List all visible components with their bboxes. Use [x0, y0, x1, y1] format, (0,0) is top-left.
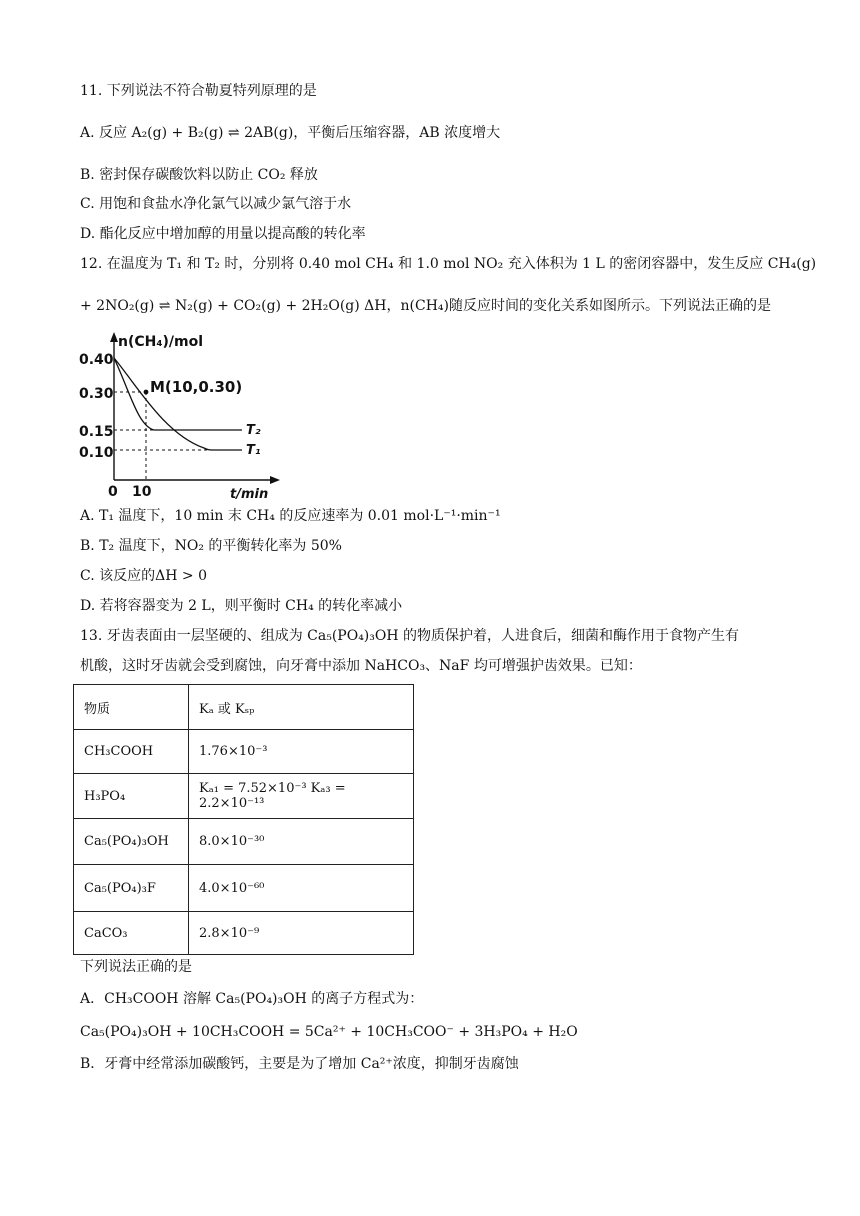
table-row: [74, 730, 414, 774]
q13-equation: Ca₅(PO₄)₃OH + 10CH₃COOH = 5Ca²⁺ + 10CH₃COO⁻ + 3H₃PO₄ + H₂O: [80, 1024, 578, 1040]
q11-stem: 11. 下列说法不符合勒夏特列原理的是: [80, 83, 317, 99]
ytick-010: 0.10: [79, 445, 114, 461]
table-header: 物质: [74, 685, 189, 730]
table-row: [74, 912, 414, 955]
table-cell: 8.0×10⁻³⁰: [189, 819, 414, 865]
table-cell: Kₐ₁ = 7.52×10⁻³ Kₐ₃ = 2.2×10⁻¹³: [189, 774, 414, 819]
q12-option-d: D. 若将容器变为 2 L，则平衡时 CH₄ 的转化率减小: [80, 598, 403, 614]
point-m: [144, 390, 149, 395]
q12-stem-line1: 12. 在温度为 T₁ 和 T₂ 时，分别将 0.40 mol CH₄ 和 1.0 mol NO₂ 充入体积为 1 L 的密闭容器中，发生反应 CH₄(g): [80, 256, 817, 272]
ytick-030: 0.30: [79, 386, 114, 402]
q12-option-b: B. T₂ 温度下，NO₂ 的平衡转化率为 50%: [80, 538, 342, 554]
table-cell: H₃PO₄: [74, 774, 189, 819]
table-row: [74, 774, 414, 819]
table-header-row: [74, 685, 414, 730]
table-cell: 1.76×10⁻³: [189, 730, 414, 774]
table-cell: Ca₅(PO₄)₃OH: [74, 819, 189, 865]
q13-prompt: 下列说法正确的是: [80, 959, 192, 975]
q12-option-c: C. 该反应的ΔH > 0: [80, 568, 207, 584]
graph-ylabel: n(CH₄)/mol: [118, 334, 204, 350]
q13-stem-line2: 机酸，这时牙齿就会受到腐蚀，向牙膏中添加 NaHCO₃、NaF 均可增强护齿效果。已知：: [80, 658, 642, 674]
table-cell: 4.0×10⁻⁶⁰: [189, 865, 414, 912]
q11-option-a: A. 反应 A₂(g) + B₂(g) ⇌ 2AB(g)，平衡后压缩容器，AB 浓度增大: [80, 125, 501, 141]
q13-option-b: B．牙膏中经常添加碳酸钙，主要是为了增加 Ca²⁺浓度，抑制牙齿腐蚀: [80, 1056, 519, 1072]
ch4-time-graph: [74, 330, 284, 502]
constants-table: [73, 684, 414, 955]
q13-option-a: A．CH₃COOH 溶解 Ca₅(PO₄)₃OH 的离子方程式为：: [80, 991, 424, 1007]
table-row: [74, 865, 414, 912]
series-label-t1: T₁: [246, 443, 261, 458]
series-label-t2: T₂: [246, 423, 261, 438]
xtick-0: 0: [108, 484, 118, 500]
q11-option-b: B. 密封保存碳酸饮料以防止 CO₂ 释放: [80, 167, 318, 183]
xtick-10: 10: [132, 484, 152, 500]
table-cell: CaCO₃: [74, 912, 189, 955]
ytick-040: 0.40: [79, 352, 114, 368]
ytick-015: 0.15: [79, 424, 114, 440]
q12-stem-line2: + 2NO₂(g) ⇌ N₂(g) + CO₂(g) + 2H₂O(g) ΔH，n(CH₄)随反应时间的变化关系如图所示。下列说法正确的是: [80, 298, 771, 314]
q13-stem-line1: 13. 牙齿表面由一层坚硬的、组成为 Ca₅(PO₄)₃OH 的物质保护着，人进食后，细菌和酶作用于食物产生有: [80, 628, 740, 644]
q11-option-c: C. 用饱和食盐水净化氯气以减少氯气溶于水: [80, 196, 352, 212]
table-cell: Ca₅(PO₄)₃F: [74, 865, 189, 912]
table-cell: 2.8×10⁻⁹: [189, 912, 414, 955]
q11-option-d: D. 酯化反应中增加醇的用量以提高酸的转化率: [80, 226, 366, 242]
point-m-label: M(10,0.30): [150, 378, 243, 396]
table-cell: CH₃COOH: [74, 730, 189, 774]
table-row: [74, 819, 414, 865]
q12-option-a: A. T₁ 温度下，10 min 末 CH₄ 的反应速率为 0.01 mol·L⁻¹·min⁻¹: [80, 508, 501, 524]
graph-xlabel: t/min: [230, 487, 269, 502]
table-header: Kₐ 或 Kₛₚ: [189, 685, 414, 730]
